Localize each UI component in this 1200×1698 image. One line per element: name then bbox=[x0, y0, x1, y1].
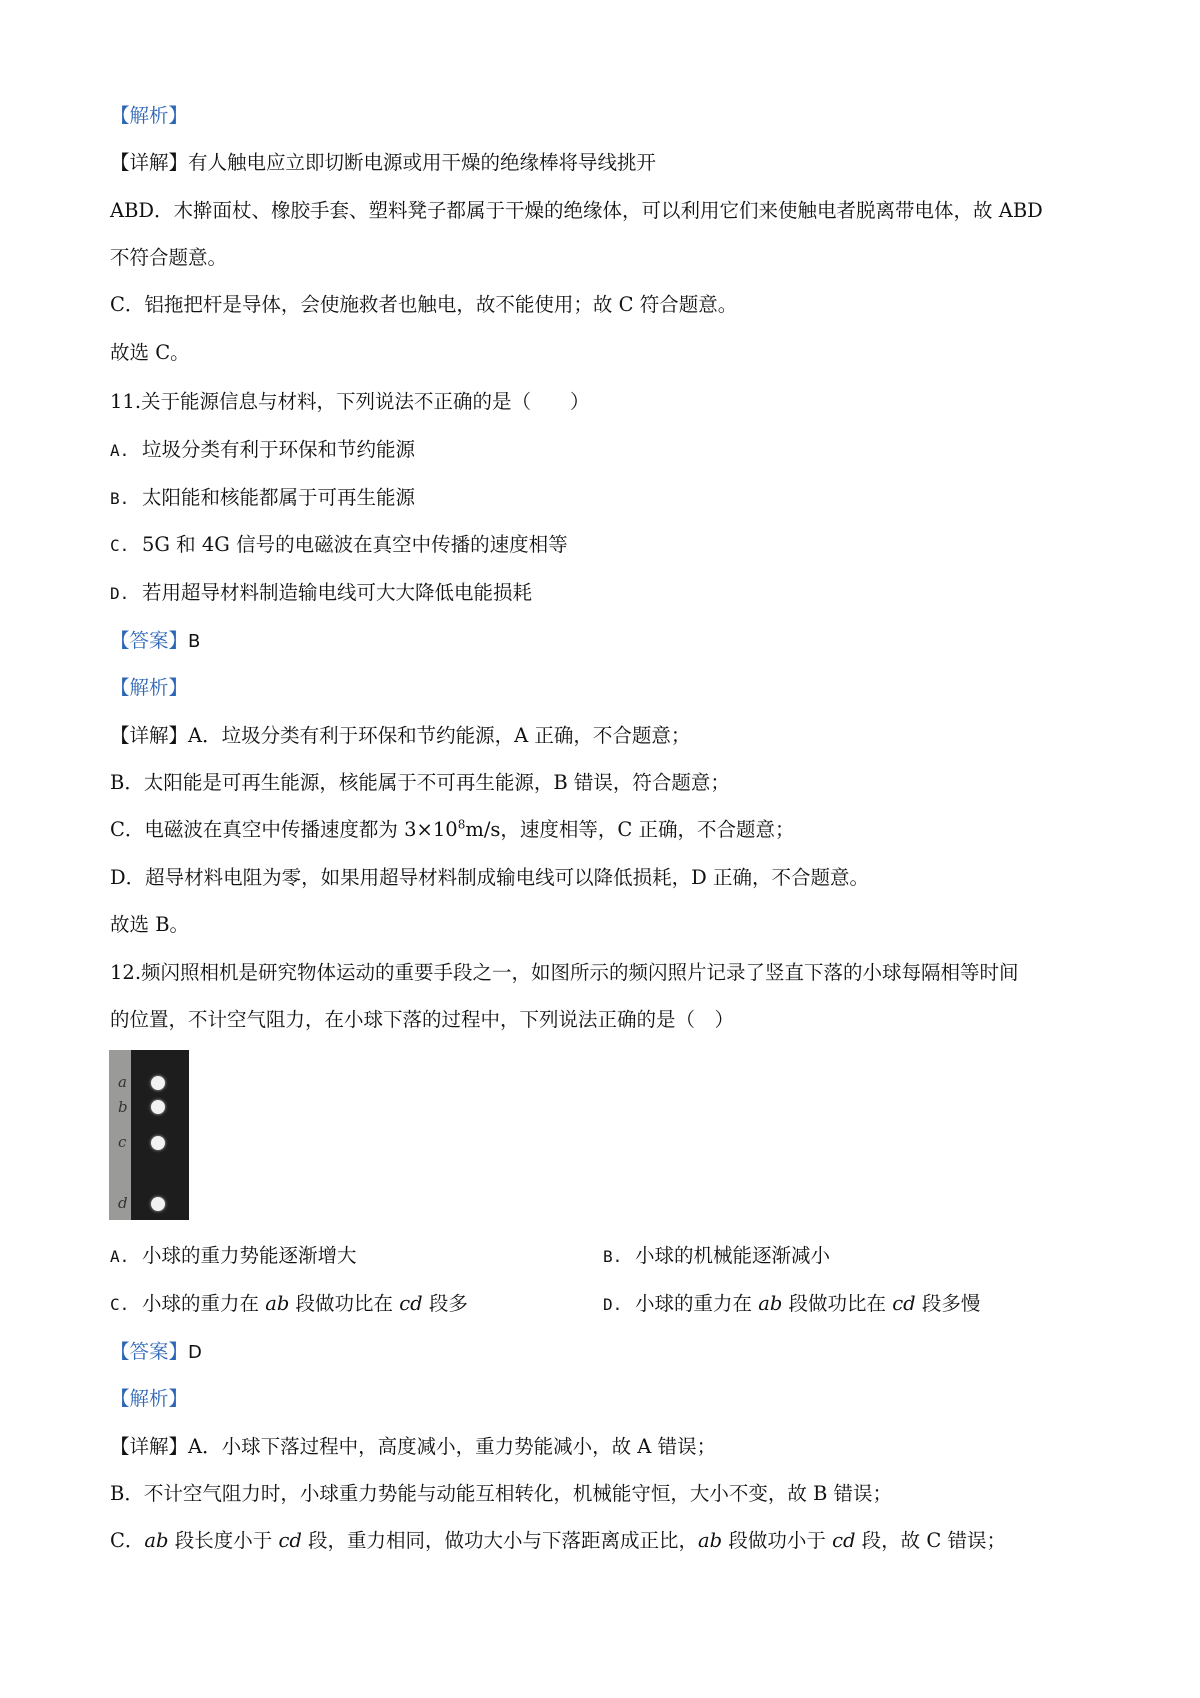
detail-tag: 【详解】 bbox=[110, 1435, 189, 1458]
question-stem: 的位置，不计空气阻力，在小球下落的过程中，下列说法正确的是（ ） bbox=[110, 1008, 735, 1031]
ball bbox=[151, 1100, 165, 1114]
exponent: 8 bbox=[457, 817, 466, 832]
segment-ab: ab bbox=[758, 1292, 783, 1315]
segment-cd: cd bbox=[892, 1292, 916, 1315]
option-letter: B. bbox=[110, 489, 130, 508]
answer-value: D bbox=[188, 1342, 202, 1363]
option-letter: D. bbox=[110, 584, 130, 603]
detail-line bbox=[110, 1528, 1006, 1554]
ball bbox=[151, 1076, 165, 1090]
option-text: 段做功比在 bbox=[782, 1292, 893, 1315]
question-stem: 11.关于能源信息与材料，下列说法不正确的是（ ） bbox=[110, 390, 590, 413]
option-c bbox=[110, 1291, 468, 1318]
option-b bbox=[110, 485, 415, 512]
detail-text: 段长度小于 bbox=[168, 1529, 279, 1552]
segment-cd: cd bbox=[278, 1529, 302, 1552]
conclusion: 故选 B。 bbox=[110, 913, 190, 936]
option-letter: A. bbox=[110, 1247, 130, 1266]
segment-ab: ab bbox=[265, 1292, 290, 1315]
answer-tag: 【答案】 bbox=[110, 629, 189, 652]
detail-text: 段，故 C 错误； bbox=[855, 1529, 1006, 1552]
detail-line bbox=[110, 723, 690, 749]
ball-label-a: a bbox=[118, 1073, 127, 1091]
option-b bbox=[603, 1243, 830, 1270]
detail-line bbox=[110, 1434, 716, 1460]
segment-ab: ab bbox=[698, 1529, 723, 1552]
option-letter: C. bbox=[110, 536, 130, 555]
answer-line bbox=[110, 1339, 202, 1366]
detail-line: B．不计空气阻力时，小球重力势能与动能互相转化，机械能守恒，大小不变，故 B 错误； bbox=[110, 1482, 893, 1505]
detail-text: 段做功小于 bbox=[722, 1529, 833, 1552]
answer-value: B bbox=[188, 631, 201, 652]
detail-line: B．太阳能是可再生能源，核能属于不可再生能源，B 错误，符合题意； bbox=[110, 771, 730, 794]
segment-ab: ab bbox=[144, 1529, 169, 1552]
detail-line: ABD．木擀面杖、橡胶手套、塑料凳子都属于干燥的绝缘体，可以利用它们来使触电者脱离带电体，故 ABD bbox=[110, 199, 1043, 222]
option-text: 段做功比在 bbox=[289, 1292, 400, 1315]
detail-text: 段，重力相同，做功大小与下落距离成正比， bbox=[301, 1529, 699, 1552]
option-text: 段多 bbox=[422, 1292, 468, 1315]
question-stem: 12.频闪照相机是研究物体运动的重要手段之一，如图所示的频闪照片记录了竖直下落的小球每隔相等时间 bbox=[110, 961, 1019, 984]
detail-line: 【详解】有人触电应立即切断电源或用干燥的绝缘棒将导线挑开 bbox=[110, 151, 657, 174]
detail-line: C．铝拖把杆是导体，会使施救者也触电，故不能使用；故 C 符合题意。 bbox=[110, 293, 738, 316]
detail-text: A．垃圾分类有利于环保和节约能源，A 正确，不合题意； bbox=[188, 724, 691, 747]
conclusion: 故选 C。 bbox=[110, 341, 190, 364]
option-c bbox=[110, 532, 568, 559]
answer-line bbox=[110, 628, 200, 655]
detail-tag: 【详解】 bbox=[110, 724, 189, 747]
detail-text: C． bbox=[110, 1529, 145, 1552]
ball bbox=[151, 1197, 165, 1211]
detail-text: C．电磁波在真空中传播速度都为 3×10 bbox=[110, 818, 458, 841]
detail-text: A．小球下落过程中，高度减小，重力势能减小，故 A 错误； bbox=[188, 1435, 717, 1458]
option-text: 若用超导材料制造输电线可大大降低电能损耗 bbox=[142, 581, 533, 604]
analysis-tag: 【解析】 bbox=[110, 104, 189, 127]
option-text: 小球的机械能逐渐减小 bbox=[635, 1244, 831, 1267]
ball-label-d: d bbox=[118, 1194, 128, 1212]
option-text: 5G 和 4G 信号的电磁波在真空中传播的速度相等 bbox=[142, 533, 568, 556]
strobe-photo bbox=[109, 1050, 189, 1220]
detail-line bbox=[110, 817, 795, 843]
detail-line: D．超导材料电阻为零，如果用超导材料制成输电线可以降低损耗，D 正确，不合题意。 bbox=[110, 866, 869, 889]
answer-tag: 【答案】 bbox=[110, 1340, 189, 1363]
option-text: 太阳能和核能都属于可再生能源 bbox=[142, 486, 416, 509]
analysis-tag: 【解析】 bbox=[110, 676, 189, 699]
option-d bbox=[110, 580, 532, 607]
ball-label-b: b bbox=[118, 1098, 128, 1116]
option-text: 小球的重力在 bbox=[142, 1292, 266, 1315]
ball bbox=[151, 1136, 165, 1150]
ball-label-c: c bbox=[118, 1133, 127, 1151]
option-letter: C. bbox=[110, 1295, 130, 1314]
option-text: 垃圾分类有利于环保和节约能源 bbox=[142, 438, 416, 461]
option-d bbox=[603, 1291, 980, 1318]
option-text: 小球的重力在 bbox=[635, 1292, 759, 1315]
option-a bbox=[110, 437, 415, 464]
option-letter: D. bbox=[603, 1295, 623, 1314]
option-letter: A. bbox=[110, 441, 130, 460]
segment-cd: cd bbox=[832, 1529, 856, 1552]
segment-cd: cd bbox=[399, 1292, 423, 1315]
detail-text: m/s，速度相等，C 正确，不合题意； bbox=[465, 818, 795, 841]
analysis-tag: 【解析】 bbox=[110, 1387, 189, 1410]
detail-line: 不符合题意。 bbox=[110, 246, 228, 269]
option-text: 小球的重力势能逐渐增大 bbox=[142, 1244, 357, 1267]
option-letter: B. bbox=[603, 1247, 623, 1266]
option-text: 段多慢 bbox=[915, 1292, 981, 1315]
option-a bbox=[110, 1243, 357, 1270]
